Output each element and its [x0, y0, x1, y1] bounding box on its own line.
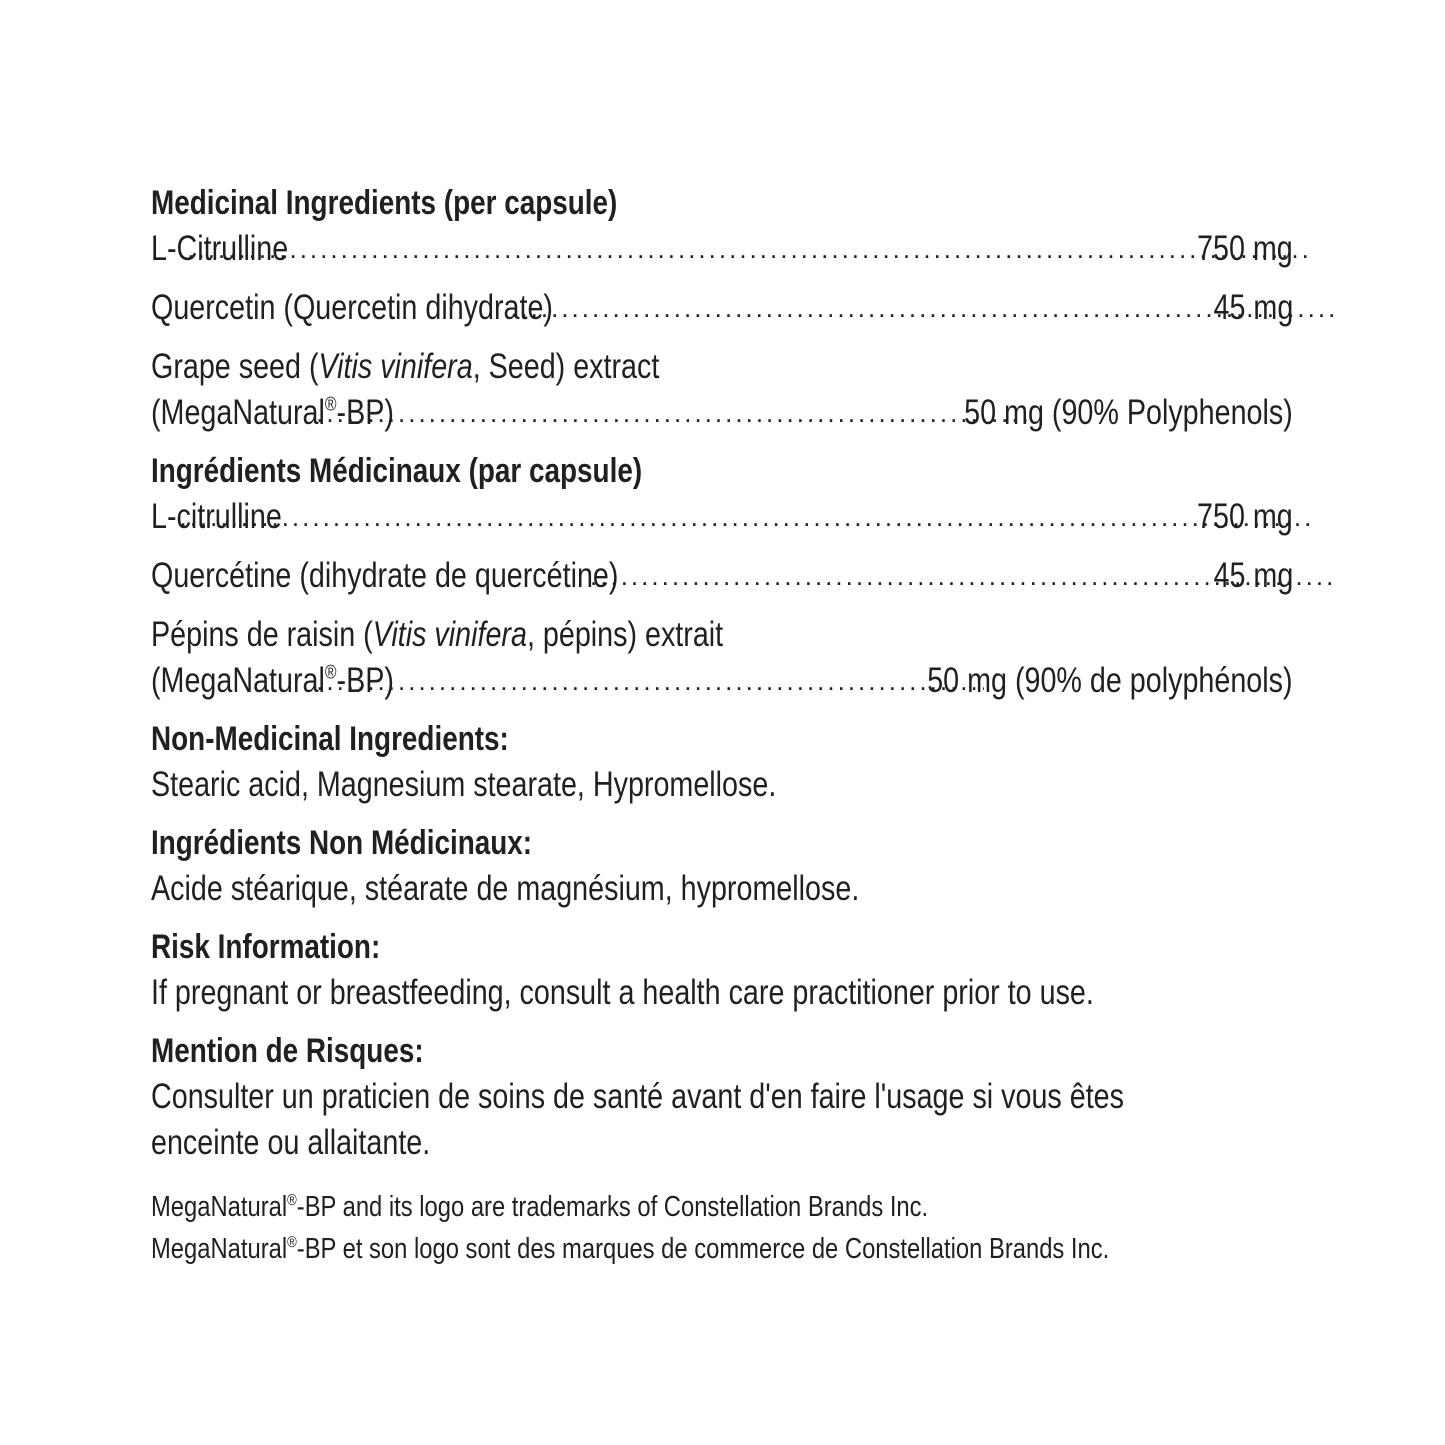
ingredient-row-grape-seed [151, 390, 1293, 436]
ingredient-brand: (MegaNatural®-BP) [151, 661, 394, 700]
trademark-notice-fr: MegaNatural®-BP et son logo sont des marques de commerce de Constellation Brands Inc. [151, 1233, 1110, 1265]
ingredient-row-l-citrulline-fr [151, 494, 1293, 540]
medicinal-ingredients-heading: Medicinal Ingredients (per capsule) [151, 184, 618, 222]
mention-de-risques-heading: Mention de Risques: [151, 1032, 424, 1070]
dot-leader [310, 658, 984, 704]
ingredient-name: Quercétine (dihydrate de quercétine) [151, 556, 619, 595]
ingredient-amount: 50 mg (90% de polyphénols) [927, 661, 1293, 700]
ingredient-amount: 45 mg [1213, 556, 1293, 595]
trademark-notice-en: MegaNatural®-BP and its logo are trademarks of Constellation Brands Inc. [151, 1191, 929, 1223]
non-medicinal-heading-fr: Ingrédients Non Médicinaux: [151, 824, 533, 862]
non-medicinal-text-fr: Acide stéarique, stéarate de magnésium, hypromellose. [151, 869, 860, 908]
ingredient-amount: 750 mg [1197, 497, 1293, 536]
dot-leader [173, 494, 1313, 540]
ingredients-medicinaux-heading: Ingrédients Médicinaux (par capsule) [151, 452, 643, 490]
ingredient-name: Quercetin (Quercetin dihydrate) [151, 288, 553, 327]
supplement-facts-label [151, 180, 1293, 1270]
dot-leader [181, 226, 1313, 272]
ingredient-grape-seed-name: Grape seed (Vitis vinifera, Seed) extract [151, 347, 660, 386]
dot-leader [310, 390, 1029, 436]
ingredient-amount: 750 mg [1197, 229, 1293, 268]
ingredient-grape-seed-name-fr: Pépins de raisin (Vitis vinifera, pépins) extrait [151, 615, 724, 654]
ingredient-name: L-citrulline [151, 497, 282, 536]
ingredient-amount: 50 mg (90% Polyphenols) [964, 393, 1293, 432]
ingredient-amount: 45 mg [1213, 288, 1293, 327]
risk-information-text: If pregnant or breastfeeding, consult a health care practitioner prior to use. [151, 973, 1094, 1012]
dot-leader [504, 285, 1333, 331]
mention-de-risques-text: Consulter un praticien de soins de santé avant d'en faire l'usage si vous êtes enceinte ou allaitante. [151, 1077, 1125, 1162]
ingredient-row-grape-seed-fr [151, 658, 1293, 704]
ingredient-row-quercetine-fr [151, 553, 1293, 599]
risk-information-heading: Risk Information: [151, 928, 381, 966]
non-medicinal-heading: Non-Medicinal Ingredients: [151, 720, 509, 758]
non-medicinal-text: Stearic acid, Magnesium stearate, Hypromellose. [151, 765, 777, 804]
ingredient-row-l-citrulline [151, 226, 1293, 272]
ingredient-brand: (MegaNatural®-BP) [151, 393, 394, 432]
ingredient-name: L-Citrulline [151, 229, 289, 268]
ingredient-row-quercetin [151, 285, 1293, 331]
